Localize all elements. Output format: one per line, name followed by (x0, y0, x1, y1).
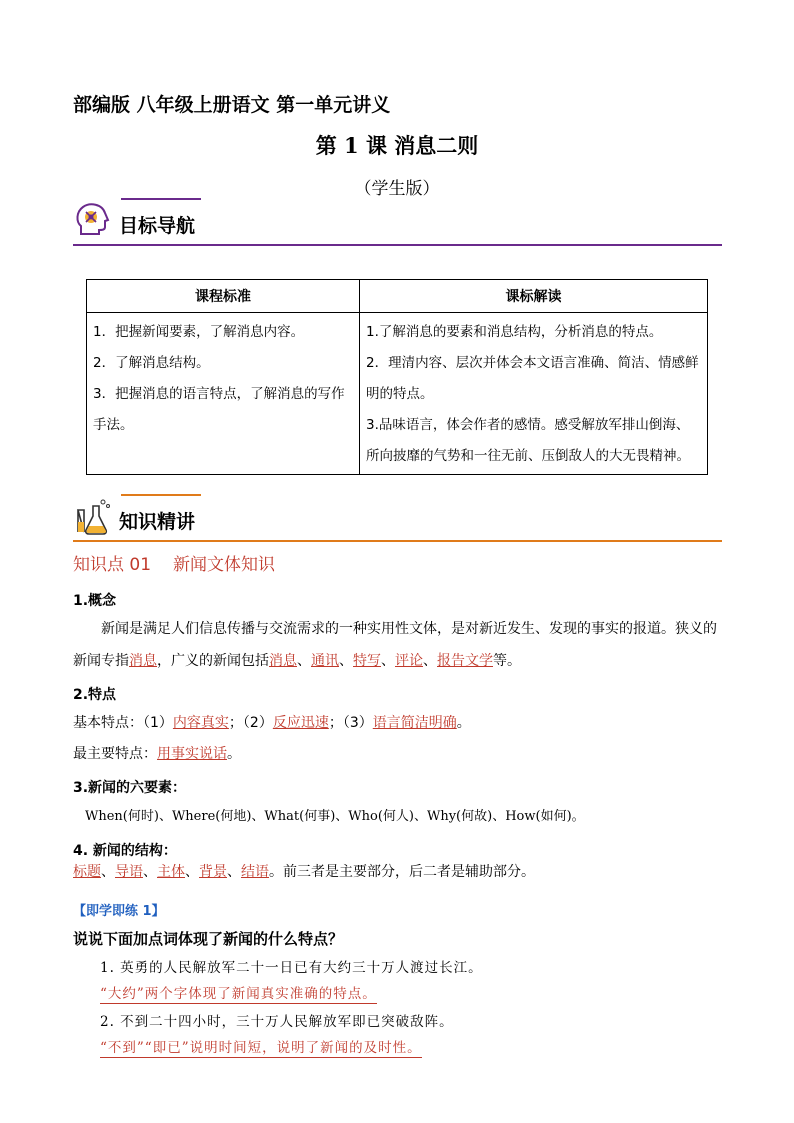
text: 。 (456, 715, 471, 731)
text: 新闻是满足人们信息传播与交流需求的一种实用性文体，是对新近发生、发现的事实的报道。狭义的新闻专指 (73, 621, 717, 669)
text: 、 (381, 653, 395, 669)
table-cell-standards (87, 313, 360, 475)
blank-answer: 反应迅速 (272, 715, 329, 731)
section-topline (121, 494, 201, 496)
text: ，广义的新闻包括 (157, 653, 269, 669)
blank-answer: 用事实说话 (157, 746, 227, 762)
blank-answer: 消息 (129, 653, 157, 669)
section-knowledge-header (73, 494, 722, 542)
table-header: 课标解读 (360, 280, 708, 313)
text: 、 (339, 653, 353, 669)
series-title: 部编版 八年级上册语文 第一单元讲义 (73, 94, 391, 116)
list-item: 2．了解消息结构。 (93, 355, 210, 371)
text: 最主要特点： (73, 746, 157, 762)
table-header-row (87, 280, 708, 313)
section-topline (121, 198, 201, 200)
section-bottomline (73, 244, 722, 246)
six-elements-heading: 3.新闻的六要素： (73, 780, 187, 796)
table-row (87, 313, 708, 475)
section-knowledge-label: 知识精讲 (119, 511, 196, 533)
blank-answer: 特写 (353, 653, 381, 669)
concept-heading: 1.概念 (73, 593, 117, 609)
list-item: 1．把握新闻要素，了解消息内容。 (93, 324, 305, 340)
basic-features (73, 707, 723, 739)
text: 等。 (493, 653, 521, 669)
section-goals-header (73, 198, 722, 246)
text: 、 (143, 864, 157, 880)
blank-answer: 内容真实 (172, 715, 229, 731)
concept-paragraph (73, 613, 723, 677)
table-cell-interpretation (360, 313, 708, 475)
table-header: 课程标准 (87, 280, 360, 313)
text: 、 (297, 653, 311, 669)
standards-table (86, 279, 708, 475)
list-item: 3．把握消息的语言特点，了解消息的写作手法。 (93, 386, 345, 433)
text: 、 (185, 864, 199, 880)
blank-answer: 导语 (115, 864, 143, 880)
practice-question: 说说下面加点词体现了新闻的什么特点？ (73, 930, 344, 948)
text: 基本特点：（1） (73, 715, 173, 731)
blank-answer: 通讯 (311, 653, 339, 669)
blank-answer: 评论 (395, 653, 423, 669)
knowledge-point-name: 新闻文体知识 (173, 555, 276, 575)
knowledge-point-number: 知识点 01 (73, 555, 152, 575)
blank-answer: 主体 (157, 864, 185, 880)
blank-answer: 消息 (269, 653, 297, 669)
features-heading: 2.特点 (73, 687, 117, 703)
text: ；（2） (228, 715, 273, 731)
section-bottomline (73, 540, 722, 542)
blank-answer: 语言简洁明确 (372, 715, 457, 731)
six-elements-text: When(何时)、Where(何地)、What(何事)、Who(何人)、Why(何故)、How(如何)。 (85, 809, 585, 824)
blank-answer: 结语 (241, 864, 269, 880)
structure-heading: 4. 新闻的结构： (73, 843, 177, 859)
list-item: 2．理清内容、层次并体会本文语言准确、简洁、情感鲜明的特点。 (366, 355, 699, 402)
main-feature (73, 738, 723, 770)
head-gears-icon (73, 200, 113, 240)
blank-answer: 背景 (199, 864, 227, 880)
text: 、 (227, 864, 241, 880)
list-item: 3.品味语言，体会作者的感情。感受解放军排山倒海、所向披靡的气势和一往无前、压倒敌人的大无畏精神。 (366, 417, 690, 464)
text: 、 (423, 653, 437, 669)
structure-text (73, 856, 723, 888)
list-item: 1.了解消息的要素和消息结构，分析消息的特点。 (366, 324, 663, 340)
practice-answer: “大约”两个字体现了新闻真实准确的特点。 (100, 982, 377, 1004)
lab-flask-icon (73, 496, 113, 536)
section-goals-label: 目标导航 (119, 215, 196, 237)
text: ；（3） (328, 715, 373, 731)
blank-answer: 报告文学 (437, 653, 493, 669)
text: 。 (227, 746, 241, 762)
text: 、 (101, 864, 115, 880)
practice-label: 【即学即练 1】 (73, 904, 165, 919)
practice-answer: “不到”“即已”说明时间短，说明了新闻的及时性。 (100, 1036, 422, 1058)
blank-answer: 标题 (73, 864, 101, 880)
practice-item: 1. 英勇的人民解放军二十一日已有大约三十万人渡过长江。 (100, 960, 483, 976)
lesson-title: 第 1 课 消息二则 (315, 133, 479, 158)
text: 。前三者是主要部分，后二者是辅助部分。 (269, 864, 535, 880)
practice-item: 2. 不到二十四小时，三十万人民解放军即已突破敌阵。 (100, 1014, 454, 1030)
knowledge-point-title (73, 550, 297, 575)
edition-label: （学生版） (354, 179, 440, 199)
